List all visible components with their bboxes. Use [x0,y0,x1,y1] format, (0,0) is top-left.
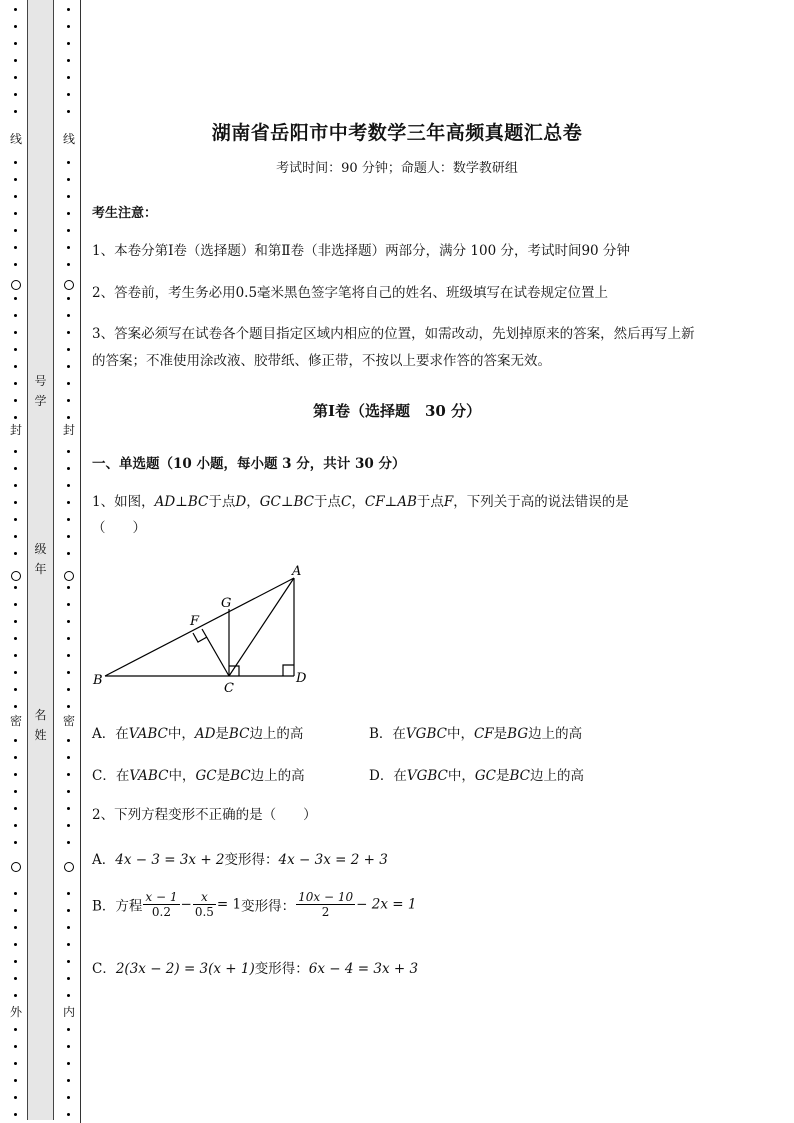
binding-dot [14,892,17,895]
label-xue: 学 [34,394,47,408]
q2b-frac-3 [296,890,355,919]
binding-dot [67,926,70,929]
binding-dot [14,1045,17,1048]
q2b-eq: = 1 [216,896,242,913]
label-nian: 年 [34,562,47,576]
q1-t10: 于点 [416,494,444,510]
q2b-mid: 变形得： [241,898,296,915]
binding-dot [14,178,17,181]
notice-item-3-cont: 的答案；不准使用涂改液、胶带纸、修正带，不按以上要求作答的答案无效。 [92,353,551,369]
binding-dot [14,365,17,368]
binding-dot [14,739,17,742]
binding-dot [14,1079,17,1082]
page-title: 湖南省岳阳市中考数学三年高频真题汇总卷 [211,122,583,144]
binding-dot [14,331,17,334]
binding-dot [14,688,17,691]
binding-dot [14,195,17,198]
opt-a-is: 是 [215,726,229,742]
binding-dot [67,739,70,742]
binding-dot [14,1028,17,1031]
q2b-f1-num: x − 1 [145,890,178,904]
opt-d-pre: D．在 [369,768,407,784]
binding-dot [67,943,70,946]
opt-b-post: 边上的高 [528,726,583,742]
margin-rule [80,0,81,1123]
binding-dot [67,450,70,453]
binding-dot [14,552,17,555]
binding-dot [14,841,17,844]
binding-dot [67,1079,70,1082]
q2b-tail: − 2x = 1 [356,896,417,913]
binding-dot [67,705,70,708]
q1-option-b[interactable] [369,722,582,742]
q2-option-b[interactable] [92,890,416,919]
q1-option-c[interactable] [92,764,305,784]
notice-heading: 考生注意： [92,206,158,221]
opt-c-mid: 中， [168,768,196,784]
q1-t1: AD⊥BC [154,494,209,510]
section-title: 第Ⅰ卷（选择题 30 分） [312,402,482,420]
binding-dot [14,297,17,300]
binding-dot [14,535,17,538]
binding-dot [67,552,70,555]
q2c-mid: 变形得： [254,961,309,977]
binding-dot [14,450,17,453]
q1-t4: ， [246,494,260,510]
binding-dot [14,994,17,997]
opt-b-seg: CF [473,726,494,742]
binding-dot [67,382,70,385]
binding-dot [14,484,17,487]
q1-num: 1、如图， [92,494,155,510]
binding-dot [67,399,70,402]
notice-item-2: 2、答卷前，考生务必用0.5毫米黑色签字笔将自己的姓名、班级填写在试卷规定位置上 [92,285,609,301]
binding-dot [67,1062,70,1065]
opt-a-mid: 中， [167,726,195,742]
opt-b-mid: 中， [446,726,474,742]
label-C: C [224,681,234,696]
q2b-frac-2 [193,890,216,919]
binding-dot [67,416,70,419]
q2a-mid: 变形得： [224,852,279,868]
binding-circle-icon [64,862,74,872]
opt-d-is: 是 [496,768,510,784]
binding-dot [14,603,17,606]
label-hao: 号 [34,374,47,388]
binding-dot [14,960,17,963]
binding-dot [67,671,70,674]
binding-dot [67,807,70,810]
binding-dot [67,178,70,181]
q2-option-c[interactable] [92,957,418,977]
binding-glyph: 封 [9,423,22,437]
q2a-eq1: 4x − 3 = 3x + 2 [115,852,225,868]
binding-dot [14,824,17,827]
q1-option-a[interactable] [92,722,303,742]
binding-dot [14,807,17,810]
binding-circle-icon [64,571,74,581]
q1-t6: 于点 [314,494,342,510]
binding-dot [67,467,70,470]
opt-b-pre: B．在 [369,726,406,742]
q2c-eq1: 2(3x − 2) = 3(x + 1) [115,961,255,977]
binding-dot [67,42,70,45]
seg-AC [229,578,294,676]
binding-dot [14,76,17,79]
binding-dot [14,705,17,708]
q2b-f2-den: 0.5 [194,905,214,919]
binding-dot [14,110,17,113]
binding-dot [67,1045,70,1048]
q1-stem [92,489,752,515]
binding-dot [67,994,70,997]
binding-dot [14,1113,17,1116]
binding-dot [14,399,17,402]
opt-b-tri: VGBC [405,726,447,742]
notice-item-1: 1、本卷分第Ⅰ卷（选择题）和第Ⅱ卷（非选择题）两部分，满分 100 分，考试时间90 分钟 [92,243,630,259]
binding-dot [14,246,17,249]
binding-dot [67,229,70,232]
binding-dot [67,977,70,980]
binding-dot [14,348,17,351]
binding-dot [14,467,17,470]
binding-dot [14,212,17,215]
opt-a-base: BC [228,726,250,742]
binding-dot [14,586,17,589]
binding-glyph: 线 [9,132,22,146]
binding-dot [14,8,17,11]
q1-t11: F [443,494,454,510]
q2a-pre: A． [92,852,116,868]
binding-dot [67,535,70,538]
label-ji: 级 [34,542,47,556]
opt-d-mid: 中， [447,768,475,784]
binding-circle-icon [11,280,21,290]
binding-dot [14,229,17,232]
binding-dot [67,195,70,198]
part-heading: 一、单选题（10 小题，每小题 3 分，共计 30 分） [92,456,406,472]
binding-dot [14,314,17,317]
binding-dot [14,518,17,521]
binding-dot [67,909,70,912]
q1-paren: （ ） [92,520,146,536]
binding-dot [67,59,70,62]
binding-dot [14,756,17,759]
binding-dot [14,416,17,419]
q1-figure [92,556,332,696]
binding-dot [14,25,17,28]
q2b-frac-1 [143,890,179,919]
seg-BA [105,578,294,676]
binding-dot [67,603,70,606]
notice-item-3: 3、答案必须写在试卷各个题目指定区域内相应的位置，如需改动，先划掉原来的答案，然后再写上新 [92,326,695,342]
label-ming: 名 [34,708,47,722]
right-angle-D [283,665,294,676]
q1-t5: GC⊥BC [259,494,315,510]
q2b-f2-num: x [193,890,216,905]
binding-dot [14,161,17,164]
q2a-eq2: 4x − 3x = 2 + 3 [278,852,388,868]
opt-a-seg: AD [194,726,216,742]
binding-dot [14,1096,17,1099]
binding-glyph: 内 [62,1005,75,1019]
label-D: D [296,671,307,686]
binding-dot [14,382,17,385]
binding-dot [14,42,17,45]
binding-dot [67,263,70,266]
binding-circle-icon [64,280,74,290]
binding-dot [67,654,70,657]
binding-dot [67,960,70,963]
binding-dot [67,212,70,215]
binding-dot [67,518,70,521]
binding-dot [67,76,70,79]
student-info-strip [27,0,54,1120]
q1-t7: C [341,494,352,510]
opt-c-tri: VABC [129,768,169,784]
right-dot-column [62,0,76,1123]
binding-dot [14,637,17,640]
binding-dot [67,1113,70,1116]
q1-t8: ， [351,494,365,510]
q2b-minus: − [180,896,192,913]
binding-dot [14,620,17,623]
binding-dot [67,331,70,334]
binding-dot [67,620,70,623]
binding-dot [67,756,70,759]
binding-dot [14,790,17,793]
opt-d-post: 边上的高 [530,768,585,784]
binding-dot [67,501,70,504]
binding-glyph: 封 [62,423,75,437]
binding-dot [67,773,70,776]
q2-stem: 2、下列方程变形不正确的是（ ） [92,807,317,823]
binding-dot [67,348,70,351]
binding-margin [0,0,82,1123]
binding-dot [67,637,70,640]
label-xing: 姓 [34,728,47,742]
binding-dot [67,484,70,487]
binding-dot [14,263,17,266]
binding-dot [67,246,70,249]
binding-dot [67,365,70,368]
opt-c-base: BC [230,768,251,784]
binding-dot [14,93,17,96]
binding-dot [67,1096,70,1099]
opt-a-pre: A．在 [92,726,129,742]
opt-c-pre: C．在 [92,768,130,784]
binding-dot [67,586,70,589]
binding-dot [67,110,70,113]
label-A: A [292,564,302,579]
q2b-f3-num: 10x − 10 [298,890,354,904]
binding-dot [14,943,17,946]
binding-dot [67,25,70,28]
left-dot-column [9,0,23,1123]
opt-a-post: 边上的高 [249,726,304,742]
opt-b-is: 是 [493,726,508,742]
exam-subtitle: 考试时间：90 分钟；命题人：数学教研组 [276,161,518,176]
binding-dot [14,1062,17,1065]
binding-glyph: 密 [62,714,75,728]
seg-FC [202,629,229,676]
binding-dot [67,688,70,691]
q2b-f3-den: 2 [321,905,330,919]
binding-dot [67,1028,70,1031]
binding-dot [14,59,17,62]
opt-c-seg: GC [195,768,217,784]
q2b-f1-den: 0.2 [151,905,172,919]
label-F: F [190,614,200,629]
binding-dot [67,790,70,793]
opt-c-is: 是 [216,768,231,784]
binding-dot [67,314,70,317]
q1-t3: D [235,494,247,510]
binding-dot [67,8,70,11]
q2c-eq2: 6x − 4 = 3x + 3 [308,961,419,977]
opt-d-tri: VGBC [406,768,448,784]
q2-option-a[interactable] [92,848,388,868]
q2b-pre: B．方程 [92,898,143,915]
binding-dot [67,93,70,96]
binding-dot [14,926,17,929]
opt-b-base: BG [507,726,529,742]
binding-dot [14,501,17,504]
binding-dot [14,909,17,912]
binding-dot [14,773,17,776]
binding-dot [67,161,70,164]
binding-circle-icon [11,571,21,581]
label-B: B [93,673,103,688]
opt-a-tri: VABC [128,726,168,742]
binding-circle-icon [11,862,21,872]
binding-dot [67,892,70,895]
binding-dot [14,671,17,674]
q1-t2: 于点 [208,494,236,510]
binding-glyph: 线 [62,132,75,146]
q1-option-d[interactable] [369,764,584,784]
opt-d-base: BC [509,768,531,784]
label-G: G [221,596,232,611]
q2c-pre: C． [92,961,116,977]
opt-c-post: 边上的高 [250,768,305,784]
q1-t9: CF⊥AB [364,494,417,510]
binding-dot [14,654,17,657]
binding-dot [67,841,70,844]
binding-glyph: 密 [9,714,22,728]
binding-dot [67,297,70,300]
binding-glyph: 外 [9,1005,22,1019]
binding-dot [67,824,70,827]
binding-dot [14,977,17,980]
q1-t12: ，下列关于高的说法错误的是 [453,494,629,510]
opt-d-seg: GC [474,768,496,784]
